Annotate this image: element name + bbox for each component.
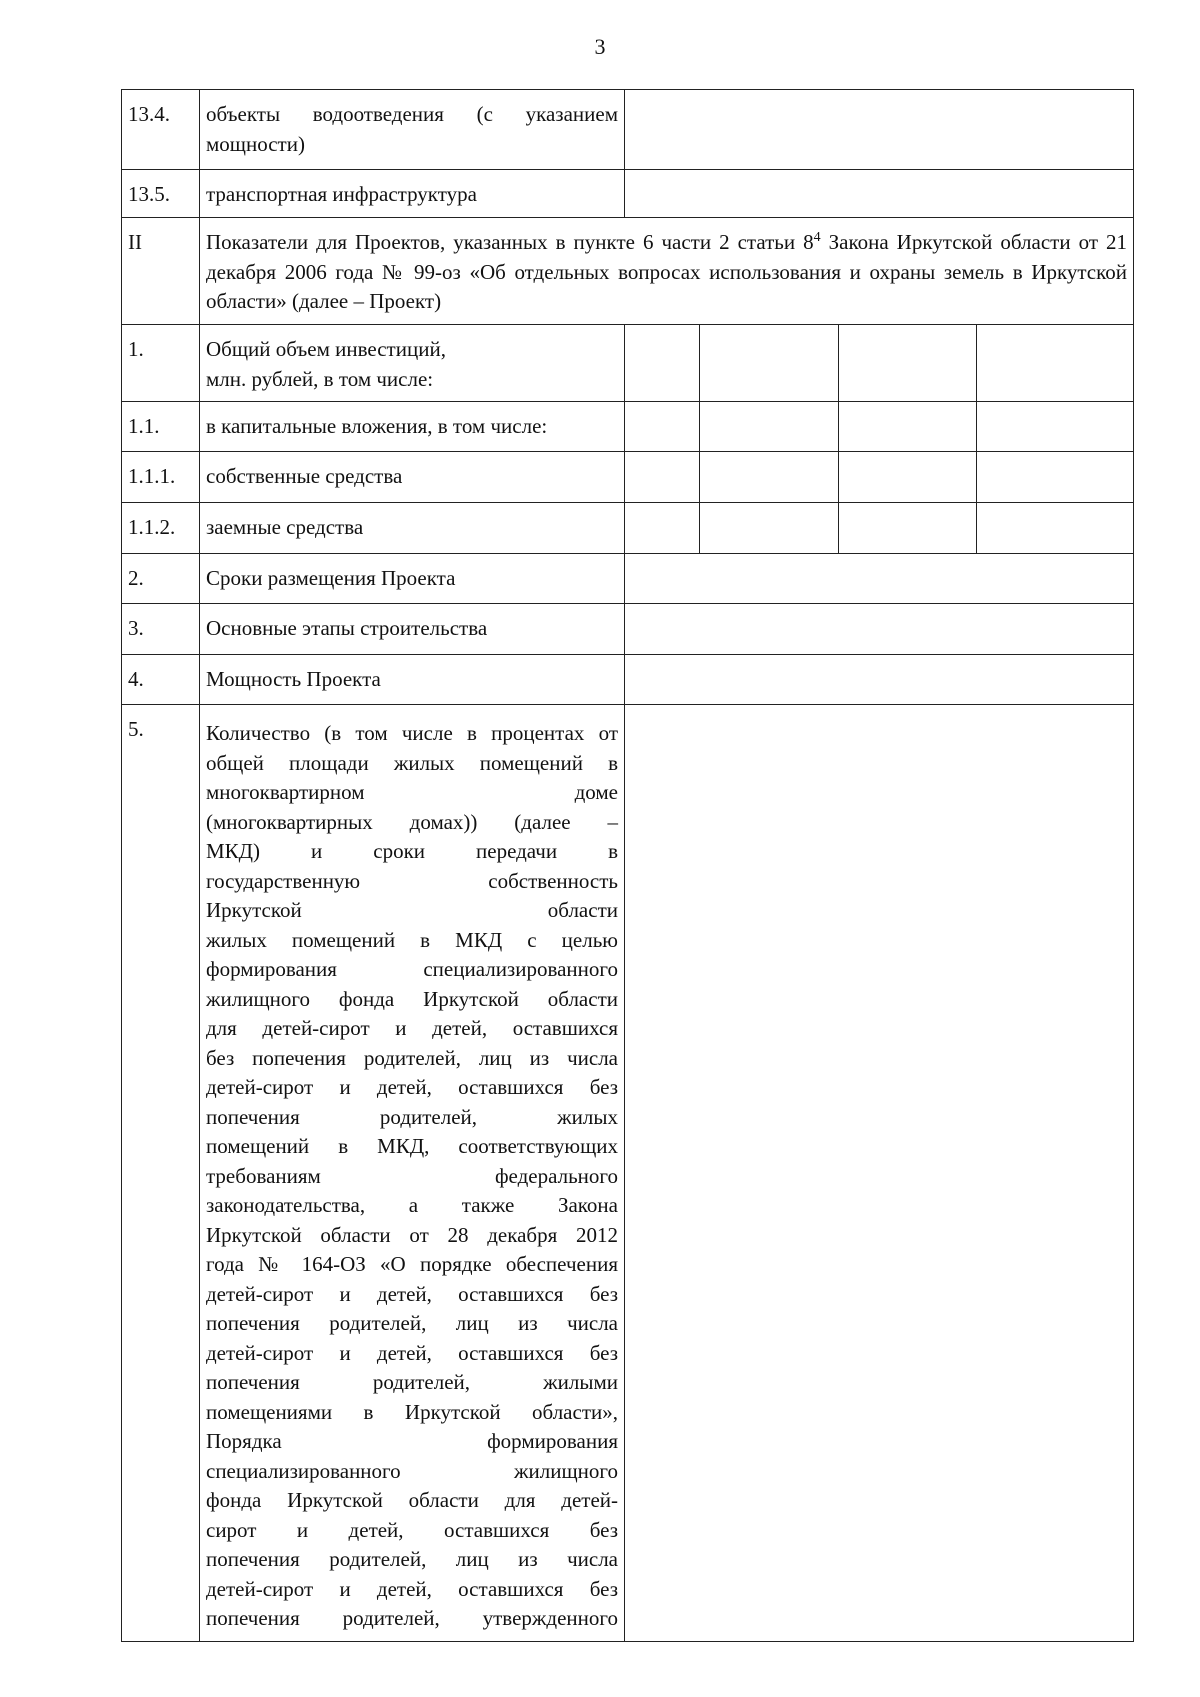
value-cell [839, 452, 977, 503]
row-number: 4. [122, 655, 200, 705]
table-row [122, 90, 1134, 170]
row-label-line: Порядка формирования [206, 1429, 618, 1453]
row-label: в капитальные вложения, в том числе: [200, 402, 625, 452]
row-label-line: детей-сирот и детей, оставшихся без [206, 1281, 618, 1306]
row-label-line: млн. рублей, в том числе: [206, 366, 434, 391]
row-label-line: попечения родителей, лиц из числа [206, 1547, 618, 1571]
row-number: 1. [122, 325, 200, 402]
value-cell [625, 604, 1134, 655]
table-row [122, 503, 1134, 554]
row-number: 3. [122, 604, 200, 655]
row-label-line: попечения родителей, утвержденного [206, 1606, 618, 1630]
table-row [122, 604, 1134, 655]
row-label: заемные средства [200, 503, 625, 554]
row-label-line: многоквартирном доме [206, 780, 618, 804]
table-row [122, 655, 1134, 705]
value-cell [625, 554, 1134, 604]
table-row [122, 705, 1134, 1642]
row-number: II [122, 218, 200, 325]
row-label-line: без попечения родителей, лиц из числа [206, 1045, 618, 1070]
row-number: 13.4. [122, 90, 200, 170]
row-label-line: жилых помещений в МКД с целью [206, 927, 618, 952]
row-label-line: МКД) и сроки передачи в [206, 839, 618, 863]
row-label-line: государственную собственность [206, 868, 618, 893]
row-label-line: помещениями в Иркутской области», [206, 1399, 618, 1424]
row-label-line: (многоквартирных домах)) (далее – [206, 809, 618, 834]
table-row [122, 170, 1134, 218]
row-label-line: Иркутской области от 28 декабря 2012 [206, 1222, 618, 1247]
section-heading [200, 218, 1134, 325]
row-label-line: требованиям федерального [206, 1163, 618, 1188]
row-number: 13.5. [122, 170, 200, 218]
row-number: 1.1. [122, 402, 200, 452]
row-label-line: сирот и детей, оставшихся без [206, 1517, 618, 1542]
value-cell [700, 452, 839, 503]
row-label [200, 325, 625, 402]
table-row [122, 554, 1134, 604]
indicators-table [121, 89, 1134, 1642]
page-number: 3 [594, 34, 606, 59]
row-label-line: попечения родителей, лиц из числа [206, 1311, 618, 1335]
value-cell [700, 503, 839, 554]
value-cell [625, 90, 1134, 170]
row-label-line: детей-сирот и детей, оставшихся без [206, 1340, 618, 1365]
value-cell [977, 325, 1134, 402]
row-label: объекты водоотведения (с указанием мощности) [200, 90, 625, 170]
row-label-line: Иркутской области [206, 898, 618, 922]
row-label: Мощность Проекта [200, 655, 625, 705]
value-cell [625, 402, 700, 452]
table-row [122, 325, 1134, 402]
row-label-line: для детей-сирот и детей, оставшихся [206, 1016, 618, 1040]
row-label-line: формирования специализированного [206, 957, 618, 981]
row-label-line: специализированного жилищного [206, 1458, 618, 1483]
superscript: 4 [813, 230, 821, 245]
value-cell [700, 402, 839, 452]
row-number: 1.1.2. [122, 503, 200, 554]
row-label: Сроки размещения Проекта [200, 554, 625, 604]
section-heading-text-cont: Закона Иркутской области от 21 декабря 2006 года № 99-оз «Об отдельных вопросах использования и охраны земель в Иркутской области» (далее – Проект) [206, 230, 1127, 313]
row-label-line: попечения родителей, жилыми [206, 1370, 618, 1394]
value-cell [839, 402, 977, 452]
value-cell [625, 655, 1134, 705]
row-label-line: детей-сирот и детей, оставшихся без [206, 1576, 618, 1601]
row-label-line: детей-сирот и детей, оставшихся без [206, 1075, 618, 1099]
value-cell [625, 452, 700, 503]
value-cell [700, 325, 839, 402]
row-label-line: Общий объем инвестиций, [206, 337, 446, 361]
row-label-line: Количество (в том числе в процентах от [206, 721, 618, 745]
row-label-line: общей площади жилых помещений в [206, 750, 618, 775]
value-cell [839, 503, 977, 554]
value-cell [625, 325, 700, 402]
section-header-row [122, 218, 1134, 325]
row-label-line: попечения родителей, жилых [206, 1104, 618, 1129]
table-row [122, 402, 1134, 452]
row-label: транспортная инфраструктура [200, 170, 625, 218]
section-heading-text: Показатели для Проектов, указанных в пункте 6 части 2 статьи 8 [206, 230, 814, 254]
row-label-line: законодательства, а также Закона [206, 1193, 618, 1217]
value-cell [625, 170, 1134, 218]
row-label-line: помещений в МКД, соответствующих [206, 1134, 618, 1158]
row-label: Основные этапы строительства [200, 604, 625, 655]
value-cell [625, 705, 1134, 1642]
row-number: 5. [122, 705, 200, 1642]
row-label: собственные средства [200, 452, 625, 503]
value-cell [625, 503, 700, 554]
row-label [200, 705, 625, 1642]
row-label-line: жилищного фонда Иркутской области [206, 986, 618, 1011]
row-number: 1.1.1. [122, 452, 200, 503]
value-cell [839, 325, 977, 402]
row-label-line: фонда Иркутской области для детей- [206, 1488, 618, 1512]
row-label-line: года № 164-ОЗ «О порядке обеспечения [206, 1252, 618, 1276]
value-cell [977, 503, 1134, 554]
value-cell [977, 402, 1134, 452]
row-number: 2. [122, 554, 200, 604]
table-row [122, 452, 1134, 503]
value-cell [977, 452, 1134, 503]
